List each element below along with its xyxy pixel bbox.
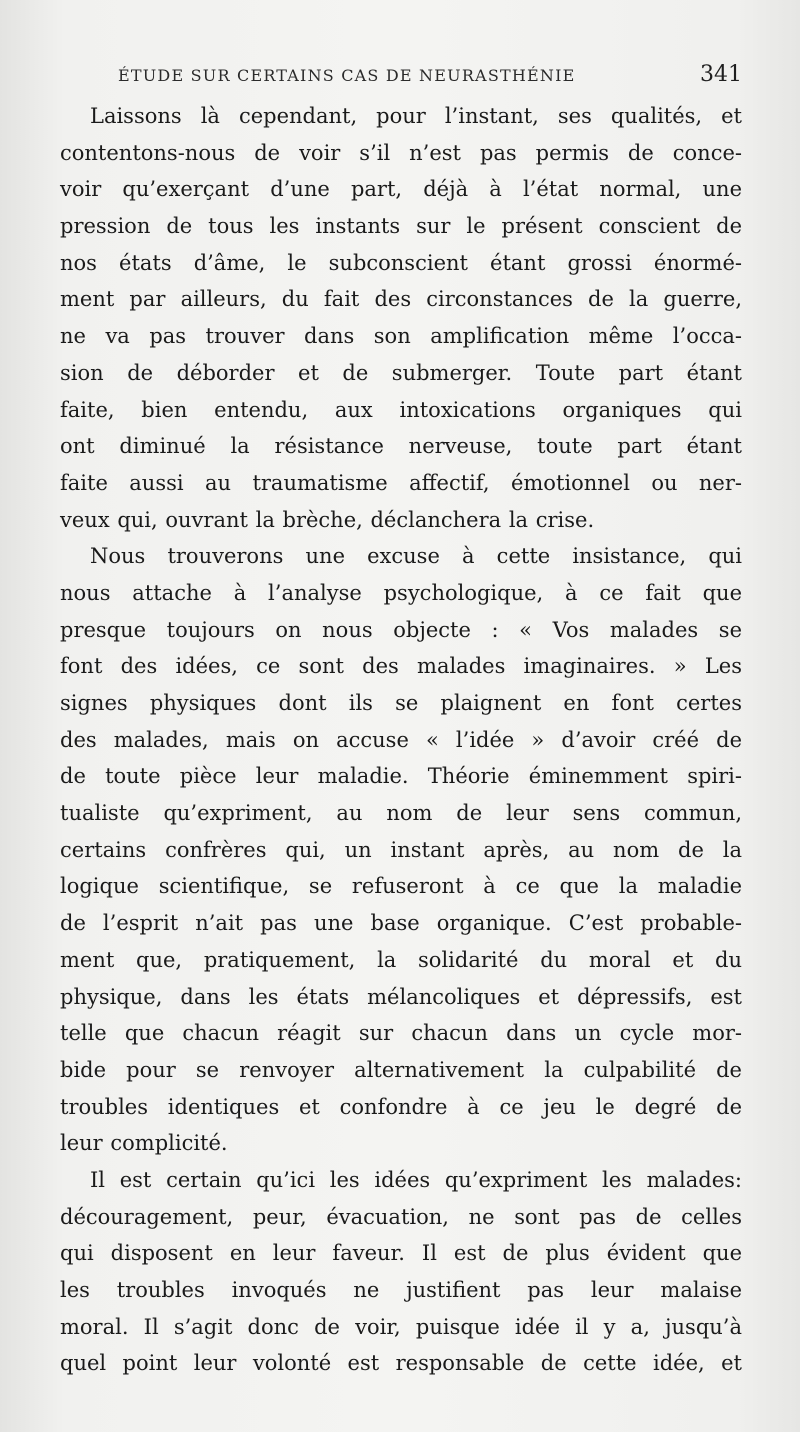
text-line: logique scientifique, se refuseront à ce que la maladie [60, 874, 742, 899]
text-line: qui disposent en leur faveur. Il est de plus évident que [60, 1241, 742, 1266]
text-line: sion de déborder et de submerger. Toute part étant [60, 360, 742, 385]
text-line: nos états d’âme, le subconscient étant grossi énormé- [60, 250, 742, 275]
text-line: Laissons là cependant, pour l’instant, ses qualités, et [90, 104, 742, 128]
text-line: troubles identiques et confondre à ce jeu le degré de [60, 1094, 742, 1119]
text-line: voir qu’exerçant d’une part, déjà à l’état normal, une [60, 177, 742, 202]
paragraph-2 [60, 538, 742, 1162]
text-line: Nous trouverons une excuse à cette insistance, qui [90, 544, 742, 569]
text-line: leur complicité. [60, 1131, 228, 1156]
text-line: découragement, peur, évacuation, ne sont pas de celles [60, 1204, 742, 1229]
text-line: ment que, pratiquement, la solidarité du moral et du [60, 947, 742, 972]
text-line: certains confrères qui, un instant après, au nom de la [60, 837, 742, 862]
text-line: telle que chacun réagit sur chacun dans un cycle mor- [60, 1021, 742, 1046]
paragraph-1 [60, 98, 742, 538]
running-head-title: ÉTUDE SUR CERTAINS CAS DE NEURASTHÉNIE [118, 66, 576, 85]
text-line: faite, bien entendu, aux intoxications organiques qui [60, 397, 742, 422]
text-line: physique, dans les états mélancoliques et dépressifs, est [60, 984, 742, 1009]
text-line: quel point leur volonté est responsable de cette idée, et [60, 1351, 742, 1376]
text-line: presque toujours on nous objecte : « Vos malades se [60, 617, 742, 642]
text-line: moral. Il s’agit donc de voir, puisque idée il y a, jusqu’à [60, 1314, 742, 1339]
text-line: tualiste qu’expriment, au nom de leur sens commun, [60, 801, 742, 826]
text-line: Il est certain qu’ici les idées qu’expriment les malades: [90, 1167, 742, 1192]
text-line: contentons-nous de voir s’il n’est pas permis de conce- [60, 140, 742, 165]
text-line: veux qui, ouvrant la brèche, déclanchera la crise. [60, 507, 595, 532]
text-line: font des idées, ce sont des malades imaginaires. » Les [60, 654, 742, 679]
text-line: faite aussi au traumatisme affectif, émotionnel ou ner- [60, 470, 742, 495]
page-number: 341 [700, 62, 742, 87]
text-line: signes physiques dont ils se plaignent en font certes [60, 691, 742, 715]
text-line: des malades, mais on accuse « l’idée » d’avoir créé de [60, 727, 742, 752]
text-line: les troubles invoqués ne justifient pas leur malaise [60, 1278, 742, 1302]
text-line: ont diminué la résistance nerveuse, toute part étant [60, 434, 742, 459]
text-line: ne va pas trouver dans son amplification même l’occa- [60, 324, 742, 349]
body-text [60, 98, 742, 1382]
text-line: de l’esprit n’ait pas une base organique. C’est probable- [60, 911, 742, 936]
text-line: ment par ailleurs, du fait des circonstances de la guerre, [60, 287, 742, 312]
text-line: nous attache à l’analyse psychologique, à ce fait que [60, 580, 742, 605]
paragraph-3 [60, 1162, 742, 1382]
running-head [60, 62, 742, 90]
text-line: de toute pièce leur maladie. Théorie éminemment spiri- [60, 764, 742, 789]
text-line: bide pour se renvoyer alternativement la culpabilité de [60, 1057, 742, 1082]
text-line: pression de tous les instants sur le présent conscient de [60, 214, 742, 239]
